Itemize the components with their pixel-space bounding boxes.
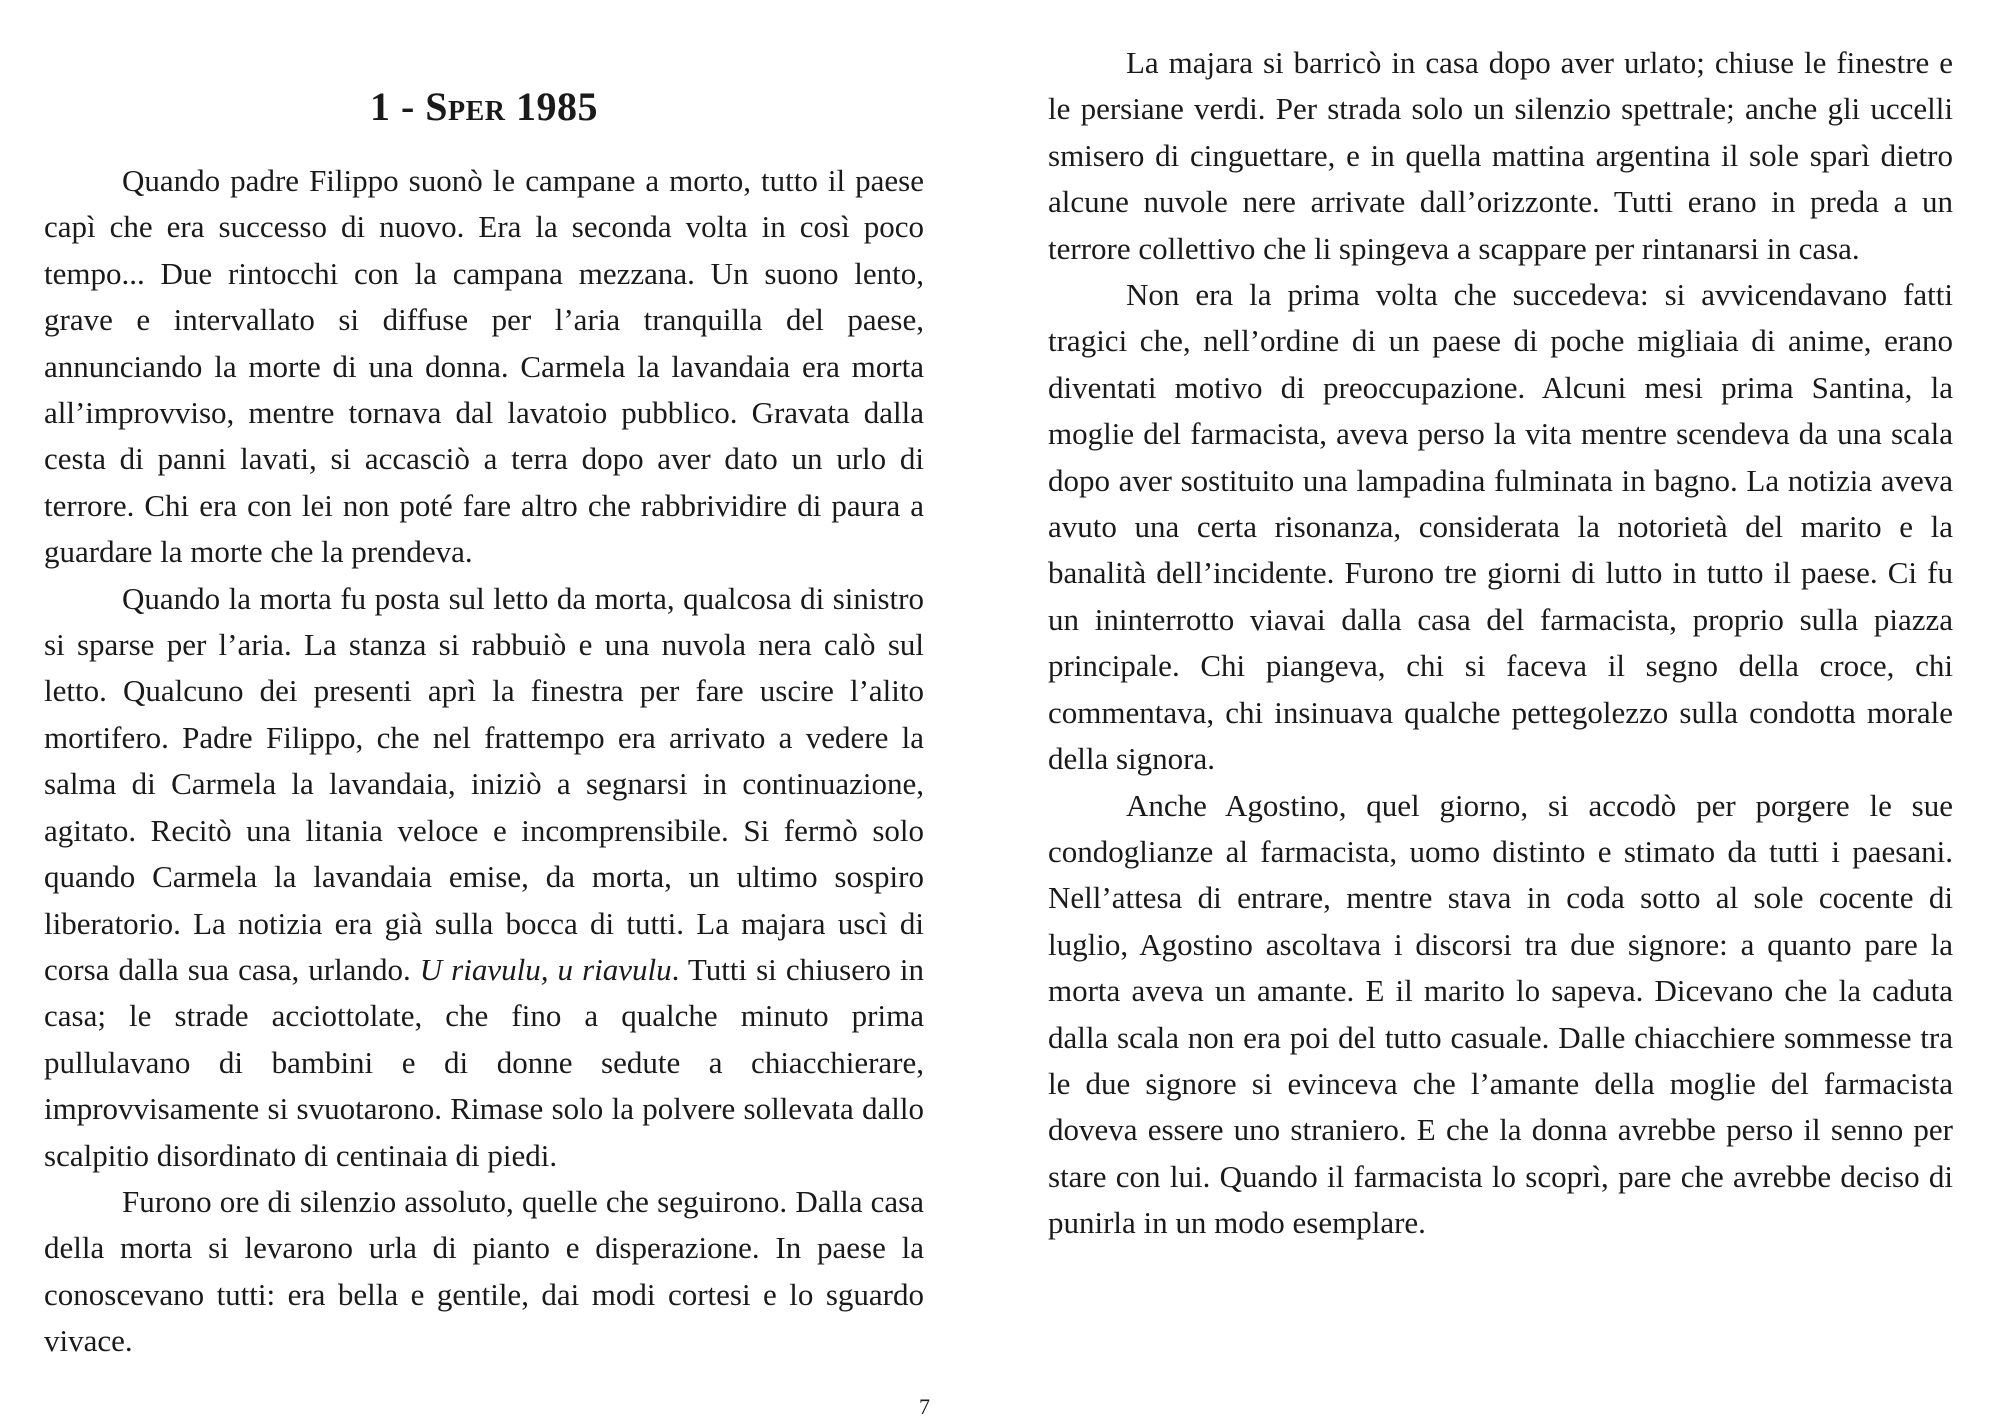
left-page [44, 0, 930, 1425]
chapter-name-rest: per [448, 83, 506, 129]
right-page [1048, 0, 1953, 1425]
chapter-year: 1985 [516, 83, 599, 129]
chapter-number: 1 - [369, 83, 415, 129]
right-page-body [1048, 40, 1953, 1247]
paragraph: La majara si barricò in casa dopo aver urlato; chiuse le finestre e le persiane verdi. Per strada solo un silenzio spettrale; anche gli uccelli smisero di cinguettare, e in quella mattina argentina il sole sparì dietro alcune nuvole nere arrivate dall’orizzonte. Tutti erano in preda a un terrore collettivo che li spingeva a scappare per rintanarsi in casa. [1048, 45, 1953, 266]
paragraph [44, 576, 924, 1179]
paragraph: Anche Agostino, quel giorno, si accodò per porgere le sue condoglianze al farmacista, uomo distinto e stimato da tutti i paesani. Nell’attesa di entrare, mentre stava in coda sotto al sole cocente di luglio, Agostino ascoltava i discorsi tra due signore: a quanto pare la morta aveva un amante. E il marito lo sapeva. Dicevano che la caduta dalla scala non era poi del tutto casuale. Dalle chiacchiere sommesse tra le due signore si evinceva che l’amante della moglie del farmacista doveva essere uno straniero. E che la donna avrebbe perso il senno per stare con lui. Quando il farmacista lo scoprì, pare che avrebbe deciso di punirla in un modo esemplare. [1048, 787, 1953, 1241]
page-number: 7 [919, 1394, 930, 1419]
left-page-body [44, 158, 924, 1365]
paragraph: Quando padre Filippo suonò le campane a morto, tutto il paese capì che era successo di nuovo. Era la seconda volta in così poco tempo... Due rintocchi con la campana mezzana. Un suono lento, grave e intervallato si diffuse per l’aria tranquilla del paese, annunciando la morte di una donna. Carmela la lavandaia era morta all’improvviso, mentre tornava dal lavatoio pubblico. Gravata dalla cesta di panni lavati, si accasciò a terra dopo aver dato un urlo di terrore. Chi era con lei non poté fare altro che rabbrividire di paura a guardare la morte che la prendeva. [44, 163, 924, 570]
chapter-name-initial: S [425, 83, 449, 129]
chapter-name [425, 84, 505, 129]
chapter-title [44, 77, 924, 137]
italic-exclamation: U riavulu, u riavulu [419, 951, 672, 987]
paragraph: Non era la prima volta che succedeva: si avvicendavano fatti tragici che, nell’ordine di un paese di poche migliaia di anime, erano diventati motivo di preoccupazione. Alcuni mesi prima Santina, la moglie del farmacista, aveva perso la vita mentre scendeva da una scala dopo aver sostituito una lampadina fulminata in bagno. La notizia aveva avuto una certa risonanza, considerata la notorietà del marito e la banalità dell’incidente. Furono tre giorni di lutto in tutto il paese. Ci fu un ininterrotto viavai dalla casa del farmacista, proprio sulla piazza principale. Chi piangeva, chi si faceva il segno della croce, chi commentava, chi insinuava qualche pettegolezzo sulla condotta morale della signora. [1048, 277, 1953, 777]
paragraph: Furono ore di silenzio assoluto, quelle che seguirono. Dalla casa della morta si levarono urla di pianto e disperazione. In paese la conoscevano tutti: era bella e gentile, dai modi cortesi e lo sguardo vivace. [44, 1183, 924, 1359]
paragraph-text: Quando la morta fu posta sul letto da morta, qualcosa di sinistro si sparse per l’aria. La stanza si rabbuiò e una nuvola nera calò sul letto. Qualcuno dei presenti aprì la finestra per fare uscire l’alito mortifero. Padre Filippo, che nel frattempo era arrivato a vedere la salma di Carmela la lavandaia, iniziò a segnarsi in continuazione, agitato. Recitò una litania veloce e incomprensibile. Si fermò solo quando Carmela la lavandaia emise, da morta, un ultimo sospiro liberatorio. La notizia era già sulla bocca di tutti. La majara uscì di corsa dalla sua casa, urlando. [44, 580, 924, 987]
paragraph-text: . Tutti si chiusero in casa; le strade acciottolate, che fino a qualche minuto prima pullulavano di bambini e di donne sedute a chiacchierare, improvvisamente si svuotarono. Rimase solo la polvere sollevata dallo scalpitio disordinato di centinaia di piedi. [44, 951, 924, 1173]
